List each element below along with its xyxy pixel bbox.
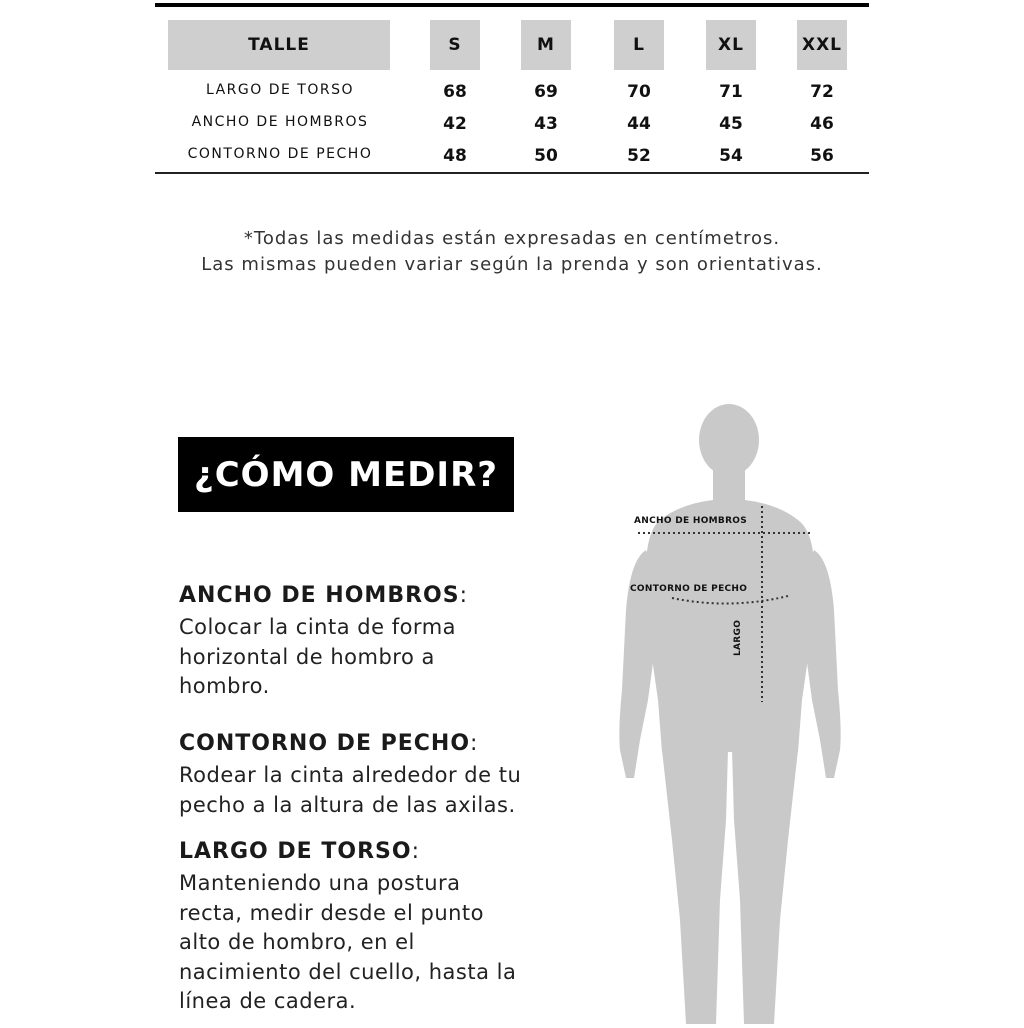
table-cell: 68	[443, 82, 467, 102]
table-cell: 52	[627, 146, 651, 166]
table-cell: 72	[810, 82, 834, 102]
header-size-xl: XL	[706, 20, 756, 70]
table-cell: 45	[719, 114, 743, 134]
table-cell: 44	[627, 114, 651, 134]
top-rule	[155, 3, 869, 7]
section-body-contorno-pecho: Rodear la cinta alrededor de tu pecho a la altura de las axilas.	[179, 763, 522, 817]
note-line-1: *Todas las medidas están expresadas en centímetros.	[243, 228, 781, 249]
table-cell: 46	[810, 114, 834, 134]
section-body-largo-torso: Manteniendo una postura recta, medir desde el punto alto de hombro, en el nacimiento del cuello, hasta la línea de cadera.	[179, 871, 517, 1013]
figure-label-shoulders: ANCHO DE HOMBROS	[634, 516, 748, 526]
table-cell: 71	[719, 82, 743, 102]
table-cell: 70	[627, 82, 651, 102]
header-talle: TALLE	[168, 20, 390, 70]
figure-label-length: LARGO	[733, 619, 743, 656]
header-size-m: M	[521, 20, 571, 70]
header-size-xxl: XXL	[797, 20, 847, 70]
body-silhouette	[600, 400, 860, 1024]
table-cell: 42	[443, 114, 467, 134]
header-size-s: S	[430, 20, 480, 70]
section-body-ancho-hombros: Colocar la cinta de forma horizontal de hombro a hombro.	[179, 615, 457, 698]
table-cell: 48	[443, 146, 467, 166]
table-cell: 69	[534, 82, 558, 102]
silhouette-shape	[619, 404, 840, 1024]
section-title-largo-torso: LARGO DE TORSO:	[179, 839, 420, 864]
table-cell: 54	[719, 146, 743, 166]
row-label-largo-torso: LARGO DE TORSO	[205, 82, 355, 98]
section-title-ancho-hombros: ANCHO DE HOMBROS:	[179, 583, 468, 608]
row-label-ancho-hombros: ANCHO DE HOMBROS	[191, 114, 369, 130]
how-to-measure-title: ¿CÓMO MEDIR?	[178, 437, 514, 512]
header-size-l: L	[614, 20, 664, 70]
table-cell: 43	[534, 114, 558, 134]
table-bottom-rule	[155, 172, 869, 174]
note-line-2: Las mismas pueden variar según la prenda y son orientativas.	[201, 254, 823, 275]
body-measurement-figure	[600, 400, 860, 1024]
row-label-contorno-pecho: CONTORNO DE PECHO	[187, 146, 373, 162]
figure-label-chest: CONTORNO DE PECHO	[630, 584, 748, 594]
table-cell: 50	[534, 146, 558, 166]
table-cell: 56	[810, 146, 834, 166]
section-title-contorno-pecho: CONTORNO DE PECHO:	[179, 731, 479, 756]
